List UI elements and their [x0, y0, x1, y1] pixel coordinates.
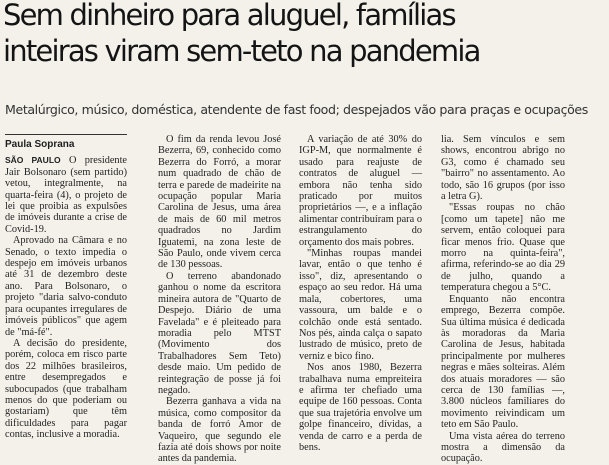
dateline: SÃO PAULO: [5, 155, 61, 166]
paragraph: "Minhas roupas mandei lavar, então o que tenho é isso", diz, apresentando o espaço ao seu redor. Há uma mala, cobertores, uma vassoura, um balde e o colchão onde está sentado. Nos pés, ainda calça o sapato lustrado de músico, preto de verniz e bico fino.: [299, 248, 422, 362]
paragraph: Uma vista aérea do terreno mostra a dimensão da ocupação.: [441, 430, 565, 465]
paragraph: lia. Sem vínculos e sem shows, encontrou abrigo no G3, como é chamado seu "bairro" no assentamento. Ao todo, são 16 grupos (por isso a letra G).: [441, 134, 565, 203]
paragraph-text: O presidente Jair Bolsonaro (sem partido) vetou, integralmente, na quarta-feira (4), o projeto de lei que proibia as expulsões de imóveis durante a crise de Covid-19.: [5, 155, 128, 235]
paragraph: Nos anos 1980, Bezerra trabalhava numa empreiteira e afirma ter chefiado uma equipe de 160 pessoas. Conta que sua trajetória envolve um golpe financeiro, dívidas, a venda de carro e a perda de bens.: [299, 362, 422, 453]
headline-line-2: inteiras viram sem-teto na pandemia: [3, 34, 480, 68]
headline: [3, 0, 607, 69]
byline-block: [5, 134, 127, 150]
article-body: [0, 134, 607, 465]
paragraph: A decisão do presidente, porém, coloca em risco parte dos 22 milhões brasileiros, entre desempregados e subocupados (que trabalham menos do que poderiam ou gostariam) que têm dificuldades para pagar contas, inclusive a moradia.: [5, 337, 127, 441]
column-1: [5, 134, 128, 441]
paragraph: O fim da renda levou José Bezerra, 69, conhecido como Bezerra do Forró, a morar num quadrado de chão de terra e parede de madeirite na ocupação popular Maria Carolina de Jesus, uma área de mais de 60 mil metros quadrados no Jardim Iguatemi, na zona leste de São Paulo, onde vivem cerca de 130 pessoas.: [158, 134, 281, 271]
byline: Paula Soprana: [5, 139, 75, 150]
headline-line-1: Sem dinheiro para aluguel, famílias: [3, 0, 455, 32]
paragraph: A variação de até 30% do IGP-M, que normalmente é usado para reajuste de contratos de aluguel — embora não tenha sido praticado por muitos proprietários —, e a inflação alimentar contribuíram para o estrangulamento do orçamento dos mais pobres.: [299, 134, 422, 248]
column-4: [441, 134, 565, 465]
paragraph: Enquanto não encontra emprego, Bezerra compõe. Sua última música é dedicada às moradoras da Maria Carolina de Jesus, habitada principalmente por mulheres negras e mães solteiras. Além dos atuais moradores — são cerca de 130 famílias —, 3.800 núcleos familiares do movimento reivindicam um teto em São Paulo.: [441, 293, 565, 431]
column-3: [299, 134, 422, 453]
paragraph: [5, 155, 127, 235]
paragraph: Aprovado na Câmara e no Senado, o texto impedia o despejo em imóveis urbanos até 31 de dezembro deste ano. Para Bolsonaro, o projeto "daria salvo-conduto para ocupantes irregulares de imóveis públicos" que agem de "má-fé".: [5, 235, 127, 338]
paragraph: O terreno abandonado ganhou o nome da escritora mineira autora de "Quarto de Despejo. Diário de uma Favelada" e é pleiteado para moradia pelo MTST (Movimento dos Trabalhadores Sem Teto) desde maio. Um pedido de reintegração de posse já foi negado.: [158, 270, 281, 396]
paragraph: Bezerra ganhava a vida na música, como compositor da banda de forró Amor de Vaqueiro, que segundo ele fazia até dois shows por noite antes da pandemia.: [158, 396, 281, 465]
column-2: [158, 134, 281, 465]
paragraph: "Essas roupas no chão [como um tapete] não me servem, então coloquei para ficar menos frio. Quase que morro na quinta-feira", afirma, referindo-se ao dia 29 de julho, quando a temperatura chegou a 5°C.: [441, 202, 565, 294]
subheadline: Metalúrgico, músico, doméstica, atendente de fast food; despejados vão para praças e ocupações: [5, 102, 588, 117]
